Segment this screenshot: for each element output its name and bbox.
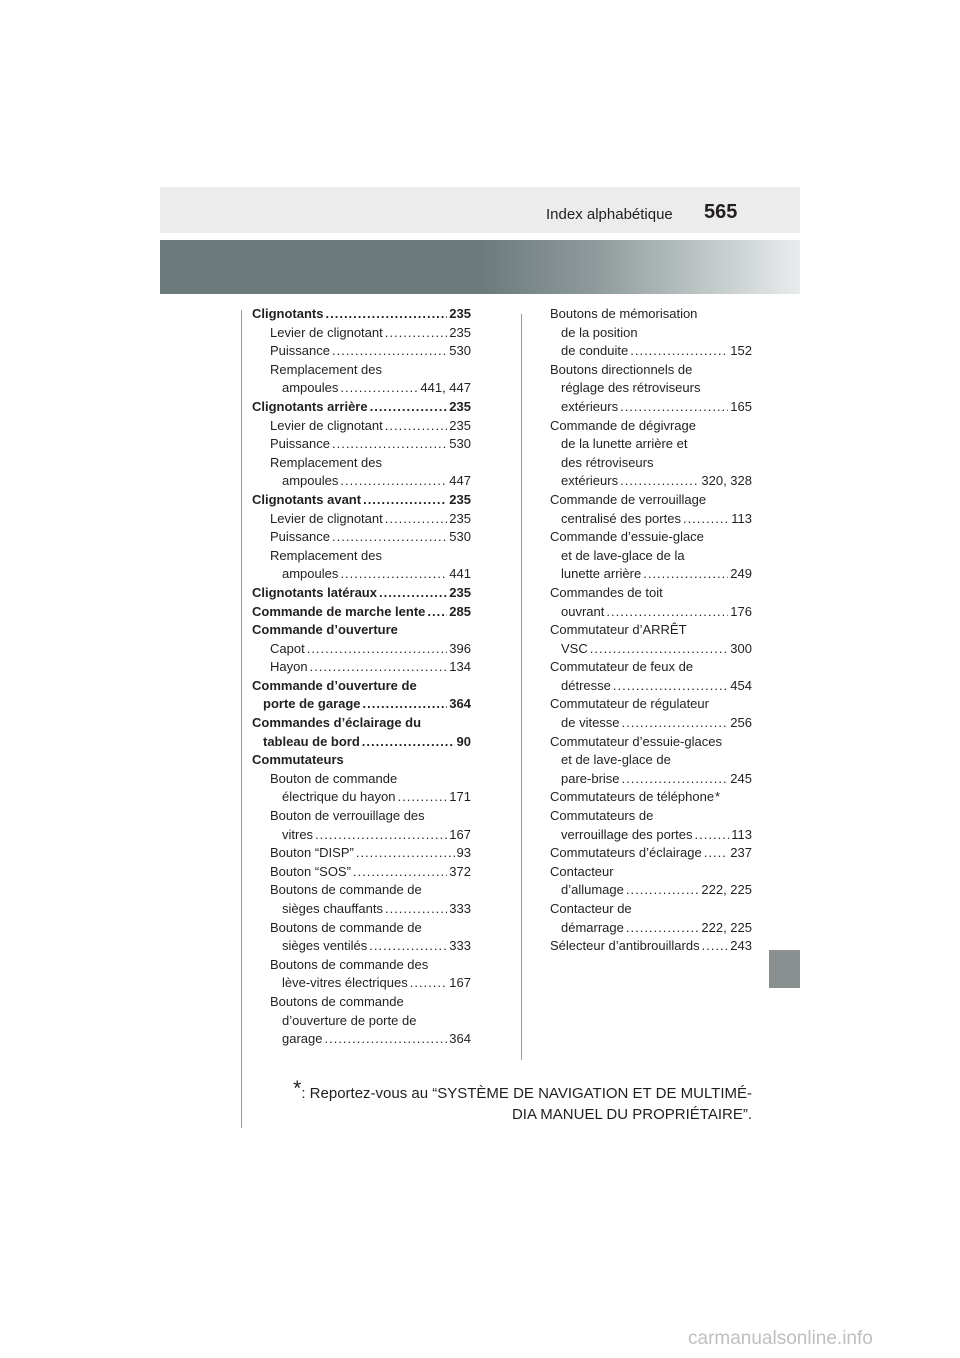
index-page-ref: 333	[449, 901, 471, 916]
index-entry	[252, 900, 471, 919]
index-page-ref: 93	[456, 845, 471, 861]
index-entry	[252, 417, 471, 436]
index-entry	[252, 621, 471, 640]
index-entry-text: Puissance	[270, 436, 330, 452]
dot-leader	[315, 826, 447, 845]
dot-leader	[385, 324, 448, 343]
index-entry	[252, 788, 471, 807]
index-entry-text: Clignotants	[252, 306, 324, 321]
index-entry-text: Commandes de toit	[550, 584, 663, 600]
index-entry	[252, 454, 471, 473]
index-entry	[550, 714, 752, 733]
dot-leader	[332, 435, 447, 454]
decorative-band	[160, 240, 800, 294]
asterisk-icon: *	[715, 789, 721, 805]
index-entry-text: de la lunette arrière et	[561, 436, 688, 452]
index-page-ref: 113	[731, 510, 752, 526]
index-entry-text: garage	[282, 1031, 323, 1047]
index-entry-text: Puissance	[270, 529, 330, 545]
index-page-ref: 243	[730, 938, 752, 954]
margin-rule	[241, 310, 242, 1128]
index-entry-text: Bouton de verrouillage des	[270, 808, 425, 824]
index-entry-text: d’ouverture de porte de	[282, 1012, 417, 1028]
index-entry	[550, 751, 752, 770]
index-entry	[550, 435, 752, 454]
index-entry	[252, 342, 471, 361]
index-entry-text: lève-vitres électriques	[282, 975, 408, 991]
index-entry-text: Bouton de commande	[270, 770, 398, 786]
dot-leader	[340, 565, 447, 584]
index-entry-text: Commande de dégivrage	[550, 417, 696, 433]
index-entry-text: Puissance	[270, 343, 330, 359]
index-entry	[550, 900, 752, 919]
index-page-ref: 235	[449, 584, 471, 600]
index-page-ref: 530	[449, 436, 471, 452]
index-entry	[252, 956, 471, 975]
dot-leader	[620, 472, 699, 491]
index-page-ref: 235	[449, 491, 471, 507]
index-entry	[550, 565, 752, 584]
index-entry	[252, 826, 471, 845]
index-entry-text: Commandes d’éclairage du	[252, 715, 422, 731]
index-entry	[252, 844, 471, 863]
dot-leader	[606, 603, 728, 622]
index-entry-text: sièges ventilés	[282, 938, 368, 954]
index-entry-text: Commutateur de feux de	[550, 659, 694, 675]
index-page-ref: 235	[449, 417, 471, 433]
index-entry-text: Remplacement des	[270, 361, 382, 377]
dot-leader	[683, 510, 729, 529]
dot-leader	[363, 695, 448, 714]
index-entry	[550, 324, 752, 343]
index-entry	[252, 603, 471, 622]
index-entry	[550, 788, 752, 807]
index-entry-text: et de lave-glace de	[561, 752, 671, 768]
dot-leader	[385, 900, 447, 919]
index-entry	[252, 714, 471, 733]
index-entry	[550, 547, 752, 566]
index-entry	[550, 919, 752, 938]
index-entry	[550, 528, 752, 547]
index-entry-text: tableau de bord	[263, 733, 360, 749]
index-entry-text: Sélecteur d’antibrouillards	[550, 938, 700, 954]
index-entry-text: Bouton “SOS”	[270, 863, 351, 879]
index-entry	[252, 863, 471, 882]
index-entry	[550, 398, 752, 417]
index-entry	[550, 677, 752, 696]
index-entry	[252, 695, 471, 714]
dot-leader	[410, 974, 448, 993]
dot-leader	[340, 472, 447, 491]
index-page-ref: 447	[449, 473, 471, 489]
index-entry-text: Hayon	[270, 659, 308, 675]
asterisk-icon: *	[293, 1077, 302, 1100]
dot-leader	[626, 919, 700, 938]
index-entry-text: d’allumage	[561, 882, 624, 898]
dot-leader	[332, 342, 447, 361]
index-entry-text: Levier de clignotant	[270, 510, 383, 526]
dot-leader	[324, 1030, 447, 1049]
index-entry-text: sièges chauffants	[282, 901, 383, 916]
index-entry	[550, 454, 752, 473]
index-entry-text: VSC	[561, 640, 588, 656]
dot-leader	[369, 937, 447, 956]
index-entry	[550, 640, 752, 659]
index-page-ref: 235	[449, 306, 471, 321]
index-entry	[252, 528, 471, 547]
index-page-ref: 176	[730, 603, 752, 619]
index-page-ref: 530	[449, 343, 471, 359]
index-page-ref: 396	[449, 640, 471, 656]
index-entry	[252, 677, 471, 696]
index-entry-text: Boutons de commande	[270, 993, 404, 1009]
index-entry	[252, 1030, 471, 1049]
index-entry-text: Capot	[270, 640, 305, 656]
index-page-ref: 222, 225	[701, 919, 752, 935]
index-entry-text: Levier de clignotant	[270, 324, 383, 340]
index-entry-text: démarrage	[561, 919, 624, 935]
index-entry	[550, 417, 752, 436]
index-entry-text: de la position	[561, 324, 638, 340]
column-divider	[521, 314, 522, 1060]
index-entry	[550, 584, 752, 603]
index-entry-text: Commutateurs de téléphone	[550, 789, 715, 805]
index-entry-text: Boutons de commande de	[270, 882, 422, 898]
index-page-ref: 113	[731, 826, 752, 842]
dot-leader	[385, 417, 448, 436]
index-entry-text: verrouillage des portes	[561, 826, 693, 842]
dot-leader	[643, 565, 728, 584]
index-page-ref: 249	[730, 566, 752, 582]
dot-leader	[695, 826, 730, 845]
index-entry	[252, 379, 471, 398]
index-entry	[252, 640, 471, 659]
index-entry-text: Commutateurs d’éclairage	[550, 845, 702, 861]
index-page-ref: 256	[730, 715, 752, 731]
index-page-ref: 237	[730, 845, 752, 861]
index-entry	[550, 342, 752, 361]
index-entry	[550, 361, 752, 380]
index-entry-text: ampoules	[282, 473, 339, 489]
index-entry	[550, 621, 752, 640]
dot-leader	[385, 510, 448, 529]
index-column-left	[252, 305, 471, 1049]
index-entry	[252, 510, 471, 529]
index-entry	[550, 379, 752, 398]
index-entry-text: vitres	[282, 826, 314, 842]
index-entry-text: réglage des rétroviseurs	[561, 380, 701, 396]
index-entry-text: Commande d’ouverture de	[252, 677, 417, 693]
index-entry-text: Commande de verrouillage	[550, 491, 707, 507]
index-entry	[252, 937, 471, 956]
dot-leader	[704, 844, 729, 863]
index-entry	[252, 435, 471, 454]
footnote	[260, 1078, 752, 1125]
index-page-ref: 245	[730, 770, 752, 786]
dot-leader	[363, 491, 447, 510]
index-column-right	[550, 305, 752, 956]
dot-leader	[310, 658, 448, 677]
index-entry-text: pare-brise	[561, 770, 620, 786]
dot-leader	[620, 398, 728, 417]
index-entry-text: ampoules	[282, 566, 339, 582]
index-entry	[252, 472, 471, 491]
index-entry	[252, 993, 471, 1012]
index-page-ref: 364	[449, 1031, 471, 1047]
index-entry-text: Contacteur	[550, 863, 614, 879]
dot-leader	[427, 603, 447, 622]
index-entry-text: Clignotants avant	[252, 491, 362, 507]
index-entry-text: centralisé des portes	[561, 510, 681, 526]
dot-leader	[362, 733, 455, 752]
section-title: Index alphabétique	[546, 206, 673, 223]
index-entry	[252, 305, 471, 324]
index-entry	[550, 881, 752, 900]
dot-leader	[340, 379, 418, 398]
index-page-ref: 530	[449, 529, 471, 545]
index-page-ref: 134	[449, 659, 471, 675]
dot-leader	[590, 640, 729, 659]
index-entry	[550, 472, 752, 491]
dot-leader	[353, 863, 447, 882]
index-page-ref: 235	[449, 324, 471, 340]
index-entry	[550, 733, 752, 752]
index-entry	[550, 770, 752, 789]
index-page-ref: 152	[730, 343, 752, 359]
index-entry-text: extérieurs	[561, 398, 619, 414]
index-entry-text: Levier de clignotant	[270, 417, 383, 433]
index-entry-text: Commande de marche lente	[252, 603, 426, 619]
dot-leader	[307, 640, 448, 659]
index-entry	[252, 881, 471, 900]
index-entry-text: Commutateurs	[252, 752, 344, 768]
index-entry	[252, 1012, 471, 1031]
section-thumb-tab	[769, 950, 800, 988]
dot-leader	[622, 714, 729, 733]
index-entry	[252, 547, 471, 566]
index-entry	[252, 361, 471, 380]
dot-leader	[626, 881, 700, 900]
index-entry-text: Boutons de mémorisation	[550, 306, 698, 321]
index-page-ref: 235	[449, 398, 471, 414]
index-entry-text: Remplacement des	[270, 454, 382, 470]
index-entry-text: Commutateur d’ARRÊT	[550, 622, 687, 638]
index-page-ref: 285	[449, 603, 471, 619]
index-entry-text: porte de garage	[263, 696, 361, 712]
index-entry	[252, 974, 471, 993]
index-entry	[252, 658, 471, 677]
index-page-ref: 454	[730, 677, 752, 693]
index-entry	[550, 603, 752, 622]
dot-leader	[622, 770, 729, 789]
index-entry-text: extérieurs	[561, 473, 619, 489]
footnote-line-1: *: Reportez-vous au “SYSTÈME DE NAVIGATION ET DE MULTIMÉ-	[293, 1077, 752, 1102]
index-entry-text: électrique du hayon	[282, 789, 396, 805]
index-entry-text: Commutateur de régulateur	[550, 696, 709, 712]
index-entry-text: ouvrant	[561, 603, 605, 619]
index-entry	[550, 695, 752, 714]
index-page-ref: 364	[449, 696, 471, 712]
dot-leader	[379, 584, 447, 603]
index-entry	[252, 491, 471, 510]
index-entry-text: Contacteur de	[550, 901, 632, 916]
index-entry-text: Clignotants arrière	[252, 398, 368, 414]
watermark: carmanualsonline.info	[688, 1328, 873, 1349]
footnote-line-2: DIA MANUEL DU PROPRIÉTAIRE”.	[511, 1106, 752, 1123]
index-entry-text: Boutons directionnels de	[550, 361, 693, 377]
index-entry	[550, 844, 752, 863]
index-entry	[550, 826, 752, 845]
dot-leader	[630, 342, 728, 361]
index-entry-text: Commande d’ouverture	[252, 622, 398, 638]
index-page-ref: 235	[449, 510, 471, 526]
index-entry-text: Commutateurs de	[550, 808, 654, 824]
dot-leader	[326, 305, 448, 324]
index-page-ref: 372	[449, 863, 471, 879]
index-entry	[252, 733, 471, 752]
index-entry	[252, 807, 471, 826]
index-entry	[550, 510, 752, 529]
index-entry-text: Boutons de commande des	[270, 956, 429, 972]
index-page-ref: 165	[730, 398, 752, 414]
index-page-ref: 167	[449, 826, 471, 842]
index-page-ref: 320, 328	[701, 473, 752, 489]
index-entry	[252, 565, 471, 584]
index-entry	[550, 305, 752, 324]
dot-leader	[332, 528, 447, 547]
index-entry-text: Boutons de commande de	[270, 919, 422, 935]
index-entry-text: Commutateur d’essuie-glaces	[550, 733, 722, 749]
index-entry	[252, 584, 471, 603]
index-entry	[550, 491, 752, 510]
index-page-ref: 441	[449, 566, 471, 582]
dot-leader	[356, 844, 455, 863]
index-entry-text: ampoules	[282, 380, 339, 396]
index-entry-text: Clignotants latéraux	[252, 584, 377, 600]
dot-leader	[370, 398, 448, 417]
index-entry	[252, 324, 471, 343]
index-entry	[550, 807, 752, 826]
index-page-ref: 333	[449, 938, 471, 954]
index-entry	[550, 937, 752, 956]
index-entry-text: de vitesse	[561, 715, 620, 731]
index-entry-text: de conduite	[561, 343, 629, 359]
index-entry-text: et de lave-glace de la	[561, 547, 685, 563]
index-page-ref: 300	[730, 640, 752, 656]
index-entry	[252, 919, 471, 938]
index-entry-text: des rétroviseurs	[561, 454, 654, 470]
dot-leader	[613, 677, 728, 696]
index-entry-text: Commande d’essuie-glace	[550, 529, 704, 545]
index-entry	[252, 751, 471, 770]
index-entry-text: lunette arrière	[561, 566, 642, 582]
page-number: 565	[704, 201, 738, 223]
dot-leader	[702, 937, 729, 956]
dot-leader	[397, 788, 447, 807]
index-page-ref: 171	[449, 789, 471, 805]
index-entry	[550, 863, 752, 882]
index-page-ref: 167	[449, 975, 471, 991]
index-entry	[252, 398, 471, 417]
index-entry-text: Bouton “DISP”	[270, 845, 354, 861]
index-entry	[550, 658, 752, 677]
index-page-ref: 222, 225	[701, 882, 752, 898]
index-page-ref: 441, 447	[420, 380, 471, 396]
index-page-ref: 90	[456, 733, 471, 749]
index-entry-text: Remplacement des	[270, 547, 382, 563]
index-entry-text: détresse	[561, 677, 611, 693]
index-entry	[252, 770, 471, 789]
